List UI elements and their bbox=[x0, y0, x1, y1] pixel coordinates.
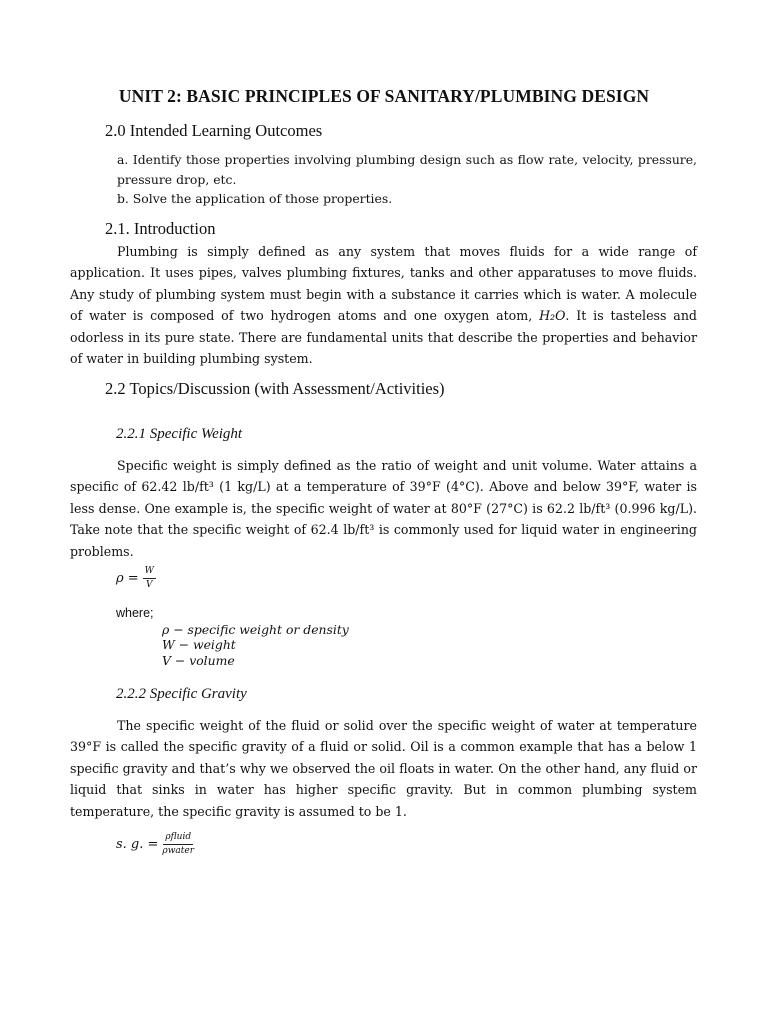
topics-heading: 2.2 Topics/Discussion (with Assessment/Activities) bbox=[105, 379, 445, 398]
outcome-item-b: b. Solve the application of those properties. bbox=[117, 191, 393, 206]
fraction-numerator: W bbox=[143, 566, 156, 579]
outcome-item-a: a. Identify those properties involving plumbing design such as flow rate, velocity, pressure, pressure drop, etc. bbox=[117, 152, 697, 187]
specific-weight-heading: 2.2.1 Specific Weight bbox=[116, 426, 243, 442]
intro-heading: 2.1. Introduction bbox=[105, 219, 216, 238]
sg-fraction-denominator: ρwater bbox=[162, 846, 195, 856]
intro-text-a: Plumbing is simply defined as any system that moves fluids for a wide range of application. It uses pipes, valves plumbing fixtures, tanks and other apparatuses to move fluids. Any study of plumbing system must begin with a substance it carries which is water. A molecule of water is composed of two hydrogen atoms and one oxygen atom, bbox=[70, 244, 697, 324]
specific-gravity-text: The specific weight of the fluid or solid over the specific weight of water at temperature 39°F is called the specific gravity of a fluid or solid. Oil is a common example that has a below 1 specific gravity and that’s why we observed the oil floats in water. On the other hand, any fluid or liquid that sinks in water has higher specific gravity. But in common plumbing system temperature, the specific gravity is assumed to be 1. bbox=[70, 718, 697, 819]
unit-title: UNIT 2: BASIC PRINCIPLES OF SANITARY/PLUMBING DESIGN bbox=[118, 86, 650, 106]
where-label: where; bbox=[116, 606, 154, 620]
definition-rho: ρ − specific weight or density bbox=[162, 622, 349, 637]
sg-fraction-numerator: ρfluid bbox=[163, 832, 193, 845]
specific-weight-paragraph bbox=[70, 455, 697, 562]
formula-lhs: ρ = bbox=[116, 571, 139, 586]
specific-weight-text: Specific weight is simply defined as the ratio of weight and unit volume. Water attains a specific of 62.42 lb/ft³ (1 kg/L) at a temperature of 39°F (4°C). Above and below 39°F, water is less dense. One example is, the specific weight of water at 80°F (27°C) is 62.2 lb/ft³ (0.996 kg/L). Take note that the specific weight of 62.4 lb/ft³ is commonly used for liquid water in engineering problems. bbox=[70, 458, 697, 559]
specific-gravity-paragraph bbox=[70, 715, 697, 822]
sg-formula-lhs: s. g. = bbox=[116, 837, 159, 852]
definition-weight: W − weight bbox=[162, 637, 236, 652]
intro-text-b: . It is tasteless and odorless in its pure state. There are fundamental units that describe the properties and behavior of water in building plumbing system. bbox=[70, 308, 697, 367]
specific-weight-formula bbox=[116, 566, 156, 591]
definition-volume: V − volume bbox=[162, 653, 235, 668]
sg-fraction bbox=[162, 832, 194, 857]
fraction bbox=[143, 566, 156, 591]
outcomes-heading: 2.0 Intended Learning Outcomes bbox=[105, 121, 323, 140]
intro-paragraph bbox=[70, 241, 697, 369]
h2o-formula: H₂O bbox=[539, 308, 566, 324]
fraction-denominator: V bbox=[146, 580, 153, 590]
specific-gravity-formula bbox=[116, 832, 194, 857]
specific-gravity-heading: 2.2.2 Specific Gravity bbox=[116, 686, 247, 702]
